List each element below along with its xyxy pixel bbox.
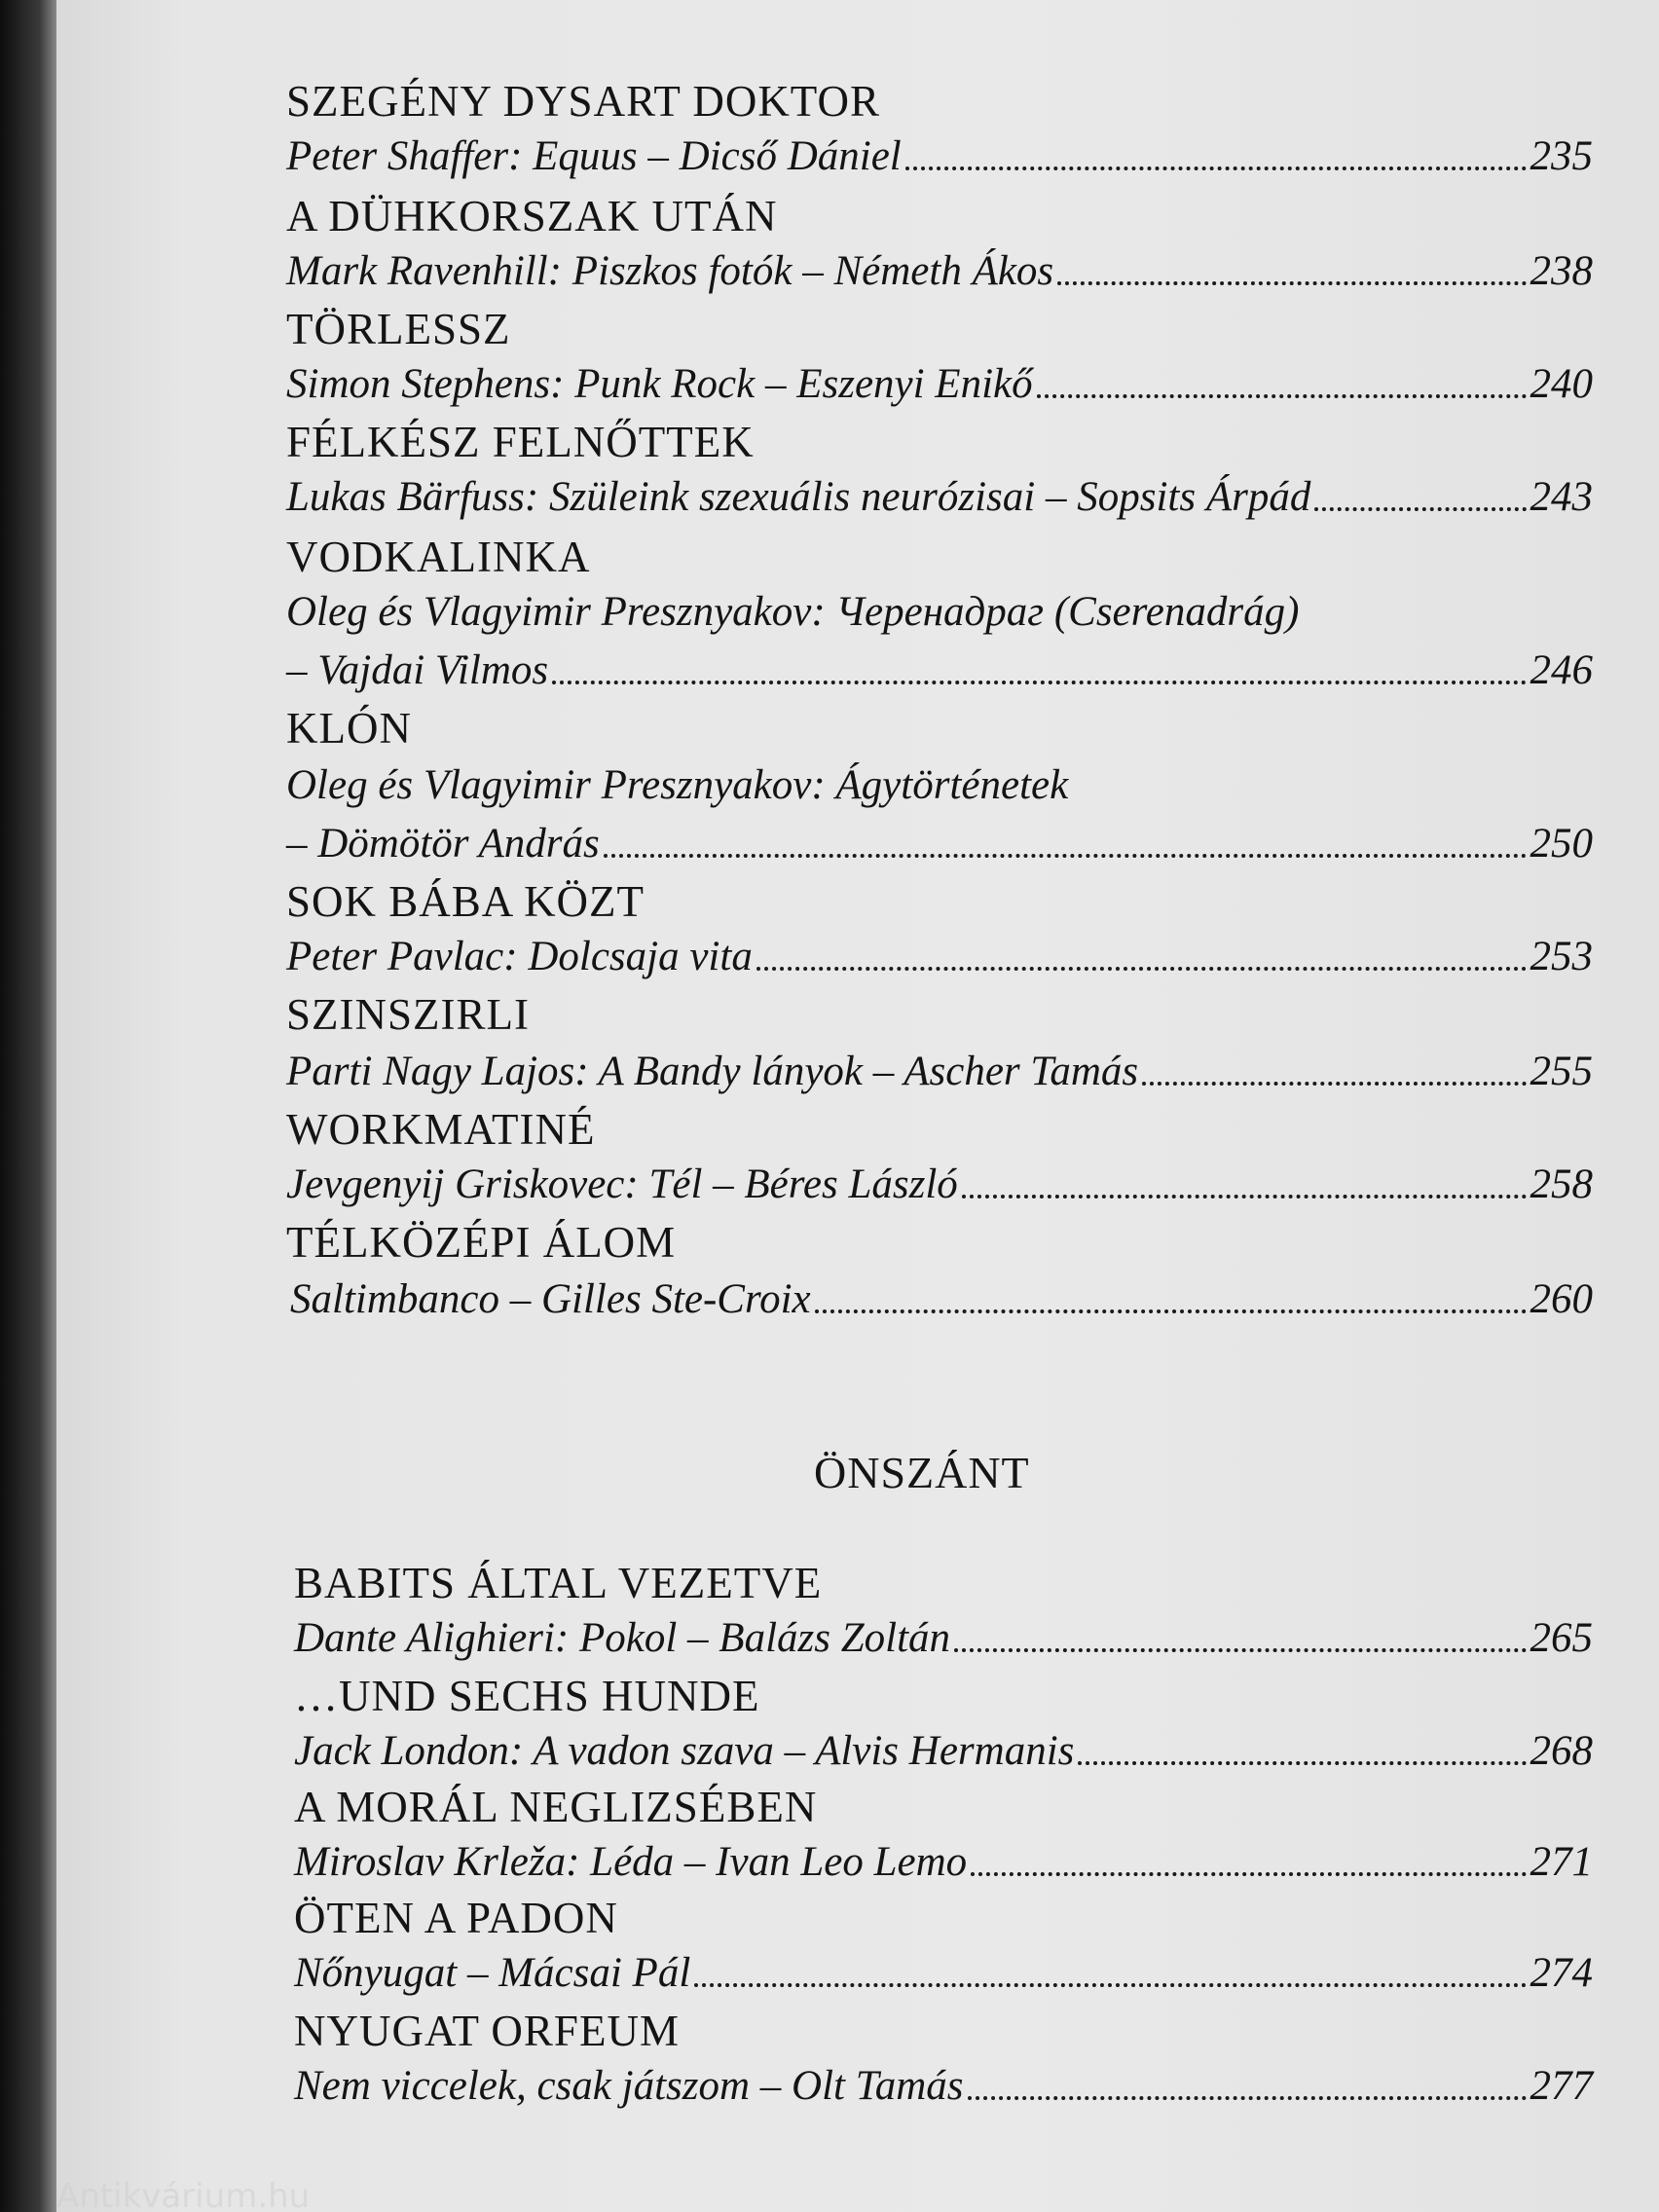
toc-entry	[286, 646, 1593, 694]
toc-heading: KLÓN	[286, 704, 412, 753]
toc-entry	[294, 1614, 1593, 1662]
toc-heading: A DÜHKORSZAK UTÁN	[286, 192, 778, 240]
toc-entry-text: Oleg és Vlagyimir Presznyakov: Черенадраг (Cserenadrág)	[286, 589, 1300, 635]
toc-entry	[294, 1838, 1593, 1886]
leader-dots	[694, 1983, 1526, 1987]
toc-entry	[286, 1161, 1593, 1208]
leader-dots	[905, 166, 1527, 170]
toc-page-number: 255	[1530, 1049, 1593, 1094]
toc-page-number: 271	[1530, 1839, 1593, 1885]
leader-dots	[552, 681, 1526, 684]
toc-entry	[286, 1048, 1593, 1095]
book-page	[56, 0, 1659, 2212]
toc-entry-text: Jack London: A vadon szava – Alvis Hermanis	[294, 1728, 1075, 1774]
toc-heading: NYUGAT ORFEUM	[294, 2007, 680, 2055]
leader-dots	[1314, 507, 1526, 511]
leader-dots	[968, 2096, 1527, 2100]
toc-entry-text: Peter Shaffer: Equus – Dicső Dániel	[286, 133, 902, 179]
toc-entry-text: Saltimbanco – Gilles Ste-Croix	[290, 1276, 811, 1322]
leader-dots	[1078, 1761, 1526, 1765]
leader-dots	[1057, 281, 1526, 285]
toc-entry-text: – Dömötör András	[286, 821, 600, 866]
toc-entry	[290, 1275, 1593, 1323]
toc-entry	[294, 1727, 1593, 1775]
toc-entry-text: Peter Pavlac: Dolcsaja vita	[286, 934, 753, 979]
toc-page-number: 253	[1530, 934, 1593, 979]
toc-entry-text: Simon Stephens: Punk Rock – Eszenyi Enikő	[286, 361, 1033, 407]
toc-heading: TÉLKÖZÉPI ÁLOM	[286, 1218, 677, 1267]
leader-dots	[954, 1648, 1526, 1652]
toc-heading: ÖTEN A PADON	[294, 1894, 618, 1942]
table-of-contents	[56, 0, 1659, 2212]
toc-entry-text: – Vajdai Vilmos	[286, 647, 549, 693]
toc-page-number: 246	[1530, 647, 1593, 693]
toc-entry	[286, 473, 1593, 521]
toc-page-number: 258	[1530, 1161, 1593, 1207]
toc-entry-text: Jevgenyij Griskovec: Tél – Béres László	[286, 1161, 958, 1207]
toc-page-number: 274	[1530, 1950, 1593, 1996]
leader-dots	[1037, 394, 1527, 398]
toc-heading: SZINSZIRLI	[286, 990, 530, 1039]
leader-dots	[971, 1872, 1526, 1876]
toc-entry-text: Lukas Bärfuss: Szüleink szexuális neurózisai – Sopsits Árpád	[286, 474, 1311, 520]
watermark: Antikvárium.hu	[56, 2177, 311, 2212]
toc-entry-text: Miroslav Krleža: Léda – Ivan Leo Lemo	[294, 1839, 968, 1885]
leader-dots	[815, 1309, 1527, 1313]
leader-dots	[604, 854, 1527, 858]
toc-entry-text: Oleg és Vlagyimir Presznyakov: Ágytörténetek	[286, 762, 1069, 808]
toc-entry-text: Parti Nagy Lajos: A Bandy lányok – Ascher Tamás	[286, 1049, 1139, 1094]
toc-page-number: 235	[1530, 133, 1593, 179]
toc-entry	[294, 2062, 1593, 2110]
toc-heading: VODKALINKA	[286, 533, 591, 581]
toc-entry	[286, 247, 1593, 295]
toc-page-number: 250	[1530, 821, 1593, 866]
toc-entry	[286, 820, 1593, 867]
toc-page-number: 238	[1530, 248, 1593, 294]
toc-entry-text: Nem viccelek, csak játszom – Olt Tamás	[294, 2063, 964, 2109]
toc-heading: TÖRLESSZ	[286, 305, 511, 353]
toc-heading: FÉLKÉSZ FELNŐTTEK	[286, 418, 755, 466]
toc-heading: A MORÁL NEGLIZSÉBEN	[294, 1783, 818, 1831]
toc-entry-text: Dante Alighieri: Pokol – Balázs Zoltán	[294, 1615, 951, 1661]
toc-page-number: 260	[1530, 1276, 1593, 1322]
toc-page-number: 277	[1530, 2063, 1593, 2109]
toc-entry-text: Mark Ravenhill: Piszkos fotók – Németh Ákos	[286, 248, 1054, 294]
leader-dots	[1142, 1082, 1526, 1086]
toc-entry	[286, 933, 1593, 980]
section-title: ÖNSZÁNT	[814, 1448, 1030, 1497]
toc-page-number: 243	[1530, 474, 1593, 520]
toc-heading: SOK BÁBA KÖZT	[286, 877, 645, 926]
toc-heading: WORKMATINÉ	[286, 1105, 596, 1154]
toc-entry	[286, 360, 1593, 408]
toc-heading: BABITS ÁLTAL VEZETVE	[294, 1559, 823, 1607]
toc-entry-text: Nőnyugat – Mácsai Pál	[294, 1950, 691, 1996]
toc-entry	[286, 132, 1593, 180]
toc-page-number: 268	[1530, 1728, 1593, 1774]
leader-dots	[962, 1195, 1527, 1198]
book-spine-shadow	[0, 0, 56, 2212]
toc-page-number: 265	[1530, 1615, 1593, 1661]
toc-entry	[294, 1949, 1593, 1997]
toc-heading: SZEGÉNY DYSART DOKTOR	[286, 77, 880, 126]
toc-heading: …UND SECHS HUNDE	[294, 1672, 760, 1720]
toc-page-number: 240	[1530, 361, 1593, 407]
leader-dots	[756, 967, 1527, 971]
